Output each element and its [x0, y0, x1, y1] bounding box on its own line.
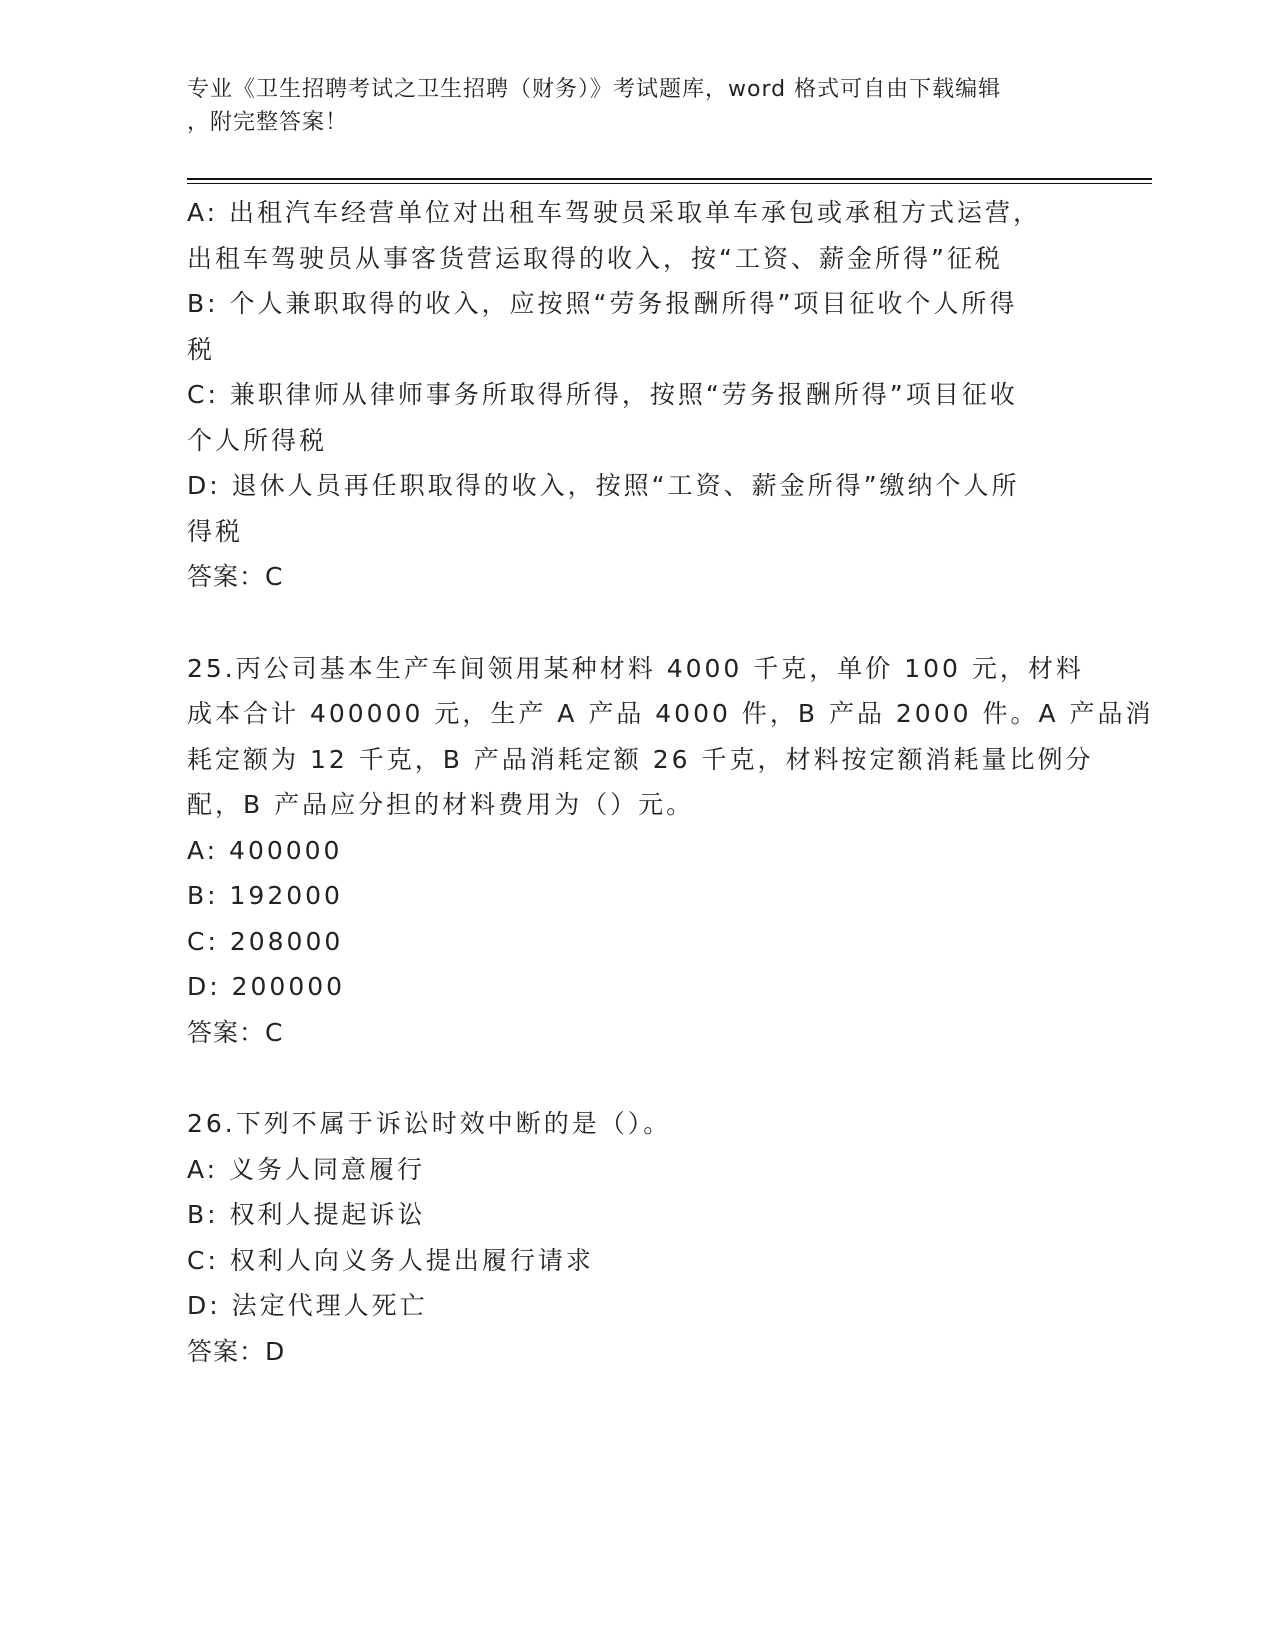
option-line: A: 义务人同意履行: [187, 1154, 426, 1184]
text-line: D: 退休人员再任职取得的收入，按照“工资、薪金所得”缴纳个人所: [187, 471, 1020, 500]
question-26: [187, 1101, 1087, 1374]
answer-line: 答案：C: [187, 562, 284, 591]
text-line: 配，B 产品应分担的材料费用为（）元。: [187, 790, 695, 819]
option-line: B: 192000: [187, 881, 343, 910]
option-line: A: 400000: [187, 835, 343, 865]
answer-line: 答案：C: [187, 1017, 284, 1047]
option-line: D: 200000: [187, 972, 346, 1001]
text-line: 个人所得税: [187, 425, 328, 455]
spacer: [187, 1055, 1087, 1101]
question-24-options: [187, 190, 1087, 600]
answer-line: 答案：D: [187, 1336, 286, 1366]
text-line: 26.下列不属于诉讼时效中断的是（）。: [187, 1109, 672, 1138]
document-header: [187, 73, 1067, 139]
spacer: [187, 600, 1087, 646]
text-line: 耗定额为 12 千克，B 产品消耗定额 26 千克，材料按定额消耗量比例分: [187, 744, 1094, 774]
option-line: C: 权利人向义务人提出履行请求: [187, 1245, 594, 1275]
text-line: 出租车驾驶员从事客货营运取得的收入，按“工资、薪金所得”征税: [187, 243, 1003, 273]
document-body: [187, 190, 1154, 1374]
text-line: 成本合计 400000 元，生产 A 产品 4000 件，B 产品 2000 件。A 产品消: [187, 699, 1154, 728]
header-line-2: ，附完整答案！: [187, 110, 349, 135]
text-line: 25.丙公司基本生产车间领用某种材料 4000 千克，单价 100 元，材料: [187, 653, 1084, 683]
header-divider-thick: [187, 178, 1152, 180]
text-line: 得税: [187, 516, 244, 546]
option-line: C: 208000: [187, 926, 344, 956]
text-line: A: 出租汽车经营单位对出租车驾驶员采取单车承包或承租方式运营，: [187, 198, 1042, 227]
option-line: B: 权利人提起诉讼: [187, 1200, 426, 1229]
text-line: 税: [187, 334, 216, 364]
header-divider-thin: [187, 183, 1152, 184]
option-line: D: 法定代理人死亡: [187, 1291, 428, 1320]
text-line: B: 个人兼职取得的收入，应按照“劳务报酬所得”项目征收个人所得: [187, 289, 1018, 318]
text-line: C: 兼职律师从律师事务所取得所得，按照“劳务报酬所得”项目征收: [187, 380, 1018, 409]
question-25: [187, 646, 1154, 1056]
header-line-1: 专业《卫生招聘考试之卫生招聘（财务）》考试题库，word 格式可自由下载编辑: [187, 77, 1002, 102]
